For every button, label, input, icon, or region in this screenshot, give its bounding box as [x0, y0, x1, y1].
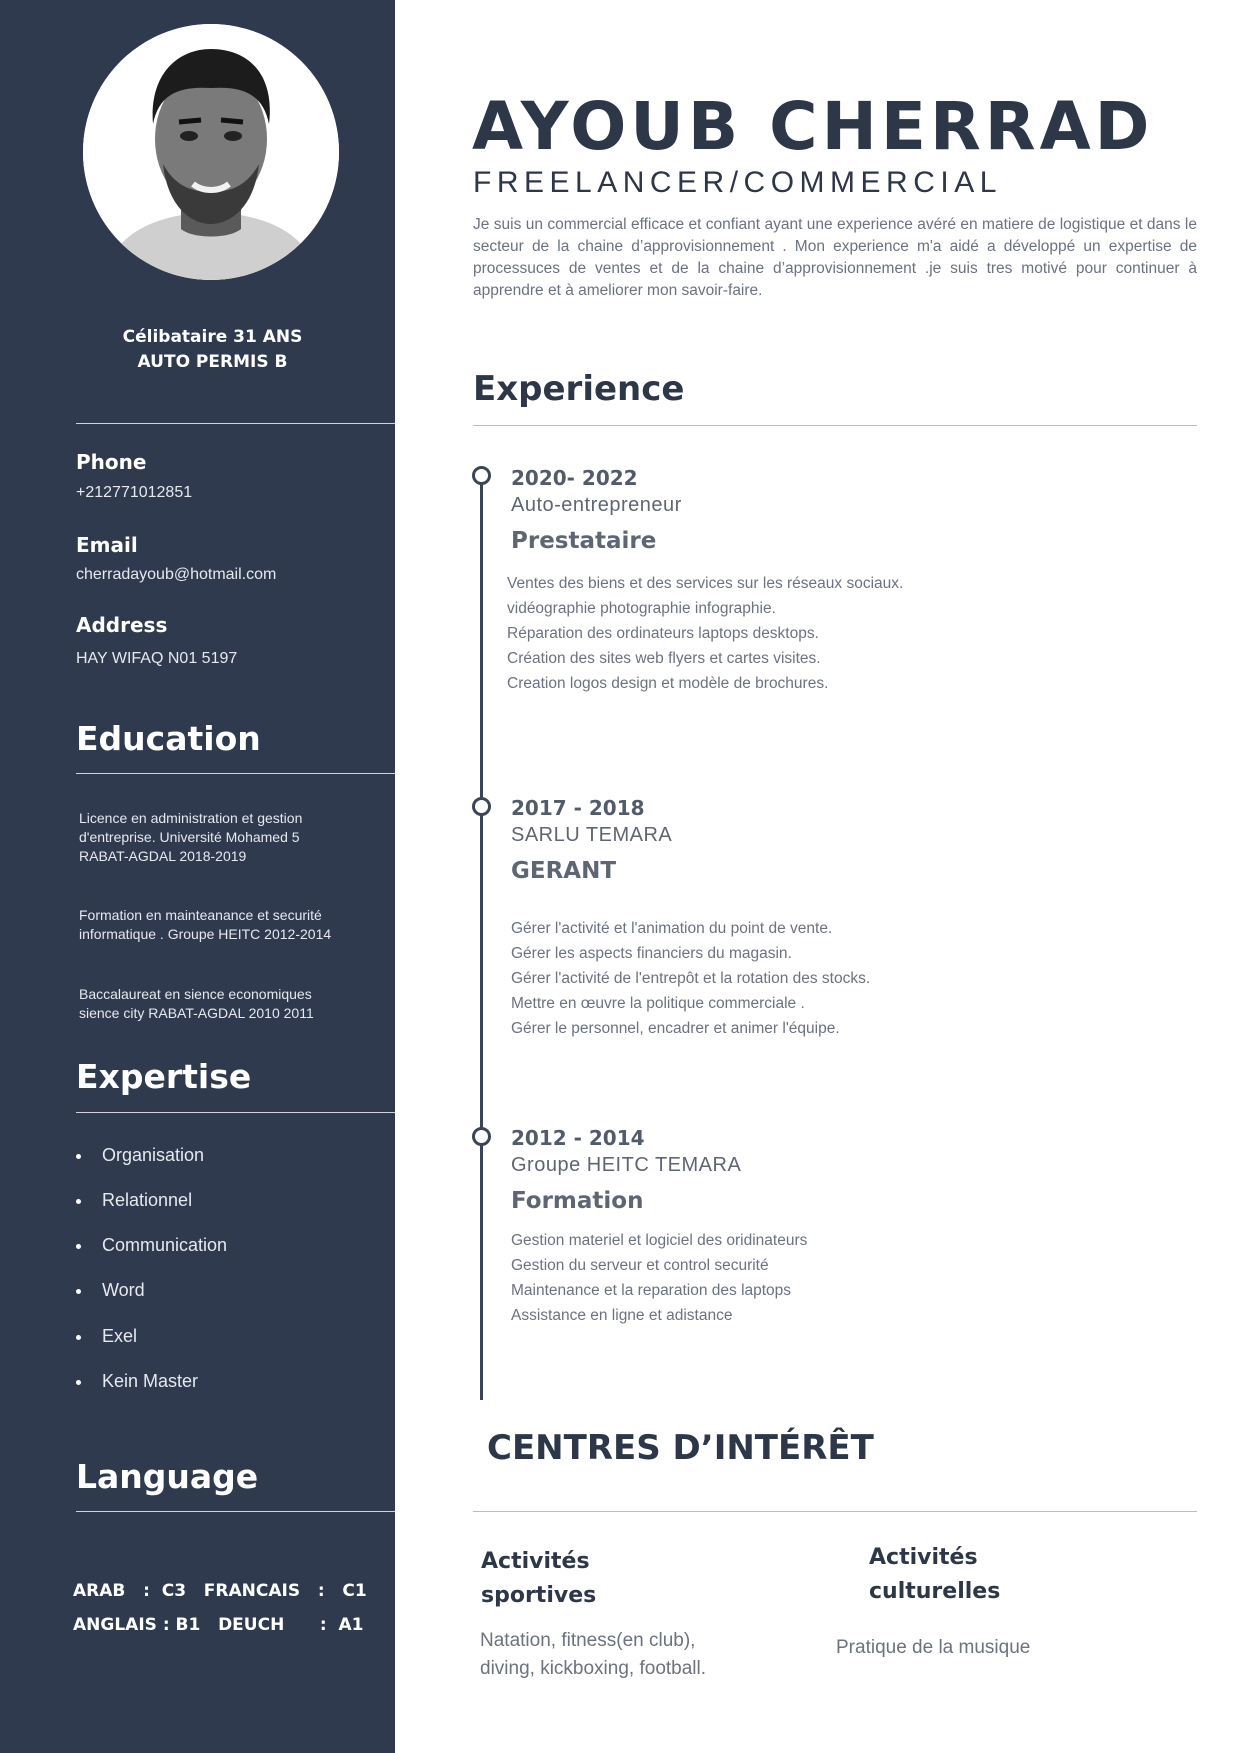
job-description	[507, 571, 903, 696]
education-line: Licence en administration et gestion	[79, 810, 303, 826]
list-item: Gérer l'activité et l'animation du point de vente.	[511, 920, 833, 937]
language-heading: Language	[76, 1457, 259, 1496]
interest-title-line: sportives	[481, 1583, 597, 1608]
sport-interests-text	[480, 1627, 706, 1683]
bullet-icon	[76, 1199, 81, 1204]
divider	[473, 1511, 1197, 1512]
education-line: d'entreprise. Université Mohamed 5	[79, 829, 300, 845]
interest-text-line: Natation, fitness(en club),	[480, 1630, 696, 1651]
education-item	[79, 906, 355, 944]
person-name: AYOUB CHERRAD	[472, 88, 1154, 165]
job-years: 2012 - 2014	[511, 1126, 645, 1150]
list-item	[76, 1371, 198, 1392]
interest-title-line: culturelles	[869, 1579, 1001, 1604]
job-organization: SARLU TEMARA	[511, 824, 673, 846]
list-item: Gérer l'activité de l'entrepôt et la rotation des stocks.	[511, 970, 871, 987]
timeline-node-icon	[472, 797, 491, 816]
education-line: RABAT-AGDAL 2018-2019	[79, 848, 247, 864]
skill-label: Kein Master	[102, 1371, 199, 1391]
education-heading: Education	[76, 719, 261, 758]
list-item: Gestion du serveur et control securité	[511, 1257, 769, 1274]
phone-label: Phone	[76, 450, 147, 474]
job-role: FREELANCER/COMMERCIAL	[473, 166, 1002, 199]
education-line: Baccalaureat en sience economiques	[79, 986, 312, 1002]
experience-heading: Experience	[473, 369, 685, 409]
language-line: ARAB : C3 FRANCAIS : C1	[73, 1581, 367, 1601]
address-value: HAY WIFAQ N01 5197	[76, 650, 238, 667]
bullet-icon	[76, 1380, 81, 1385]
job-title: Prestataire	[511, 528, 657, 554]
job-title: GERANT	[511, 858, 617, 884]
skill-label: Organisation	[102, 1145, 205, 1165]
list-item: Gestion materiel et logiciel des oridinateurs	[511, 1232, 808, 1249]
interest-title-line: Activités	[869, 1545, 978, 1570]
list-item	[76, 1280, 145, 1301]
avatar-icon	[83, 24, 339, 280]
about-paragraph: Je suis un commercial efficace et confiant ayant une experience avéré en matiere de logistique et dans le secteur de la chaine d’approvisionnement . Mon experience m'a aidé a développé un expertise de processuces de ventes et de la chaine d’approvisionnement .je suis tres motivé pour continuer à apprendre et à ameliorer mon savoir-faire.	[473, 216, 1197, 299]
culture-interests-title	[869, 1541, 1000, 1609]
list-item: Ventes des biens et des services sur les réseaux sociaux.	[507, 575, 904, 592]
license-line: AUTO PERMIS B	[137, 352, 288, 372]
list-item	[76, 1190, 192, 1211]
job-years: 2020- 2022	[511, 466, 638, 490]
divider	[76, 773, 395, 774]
culture-interests-text: Pratique de la musique	[836, 1637, 1031, 1658]
education-line: sience city RABAT-AGDAL 2010 2011	[79, 1005, 314, 1021]
job-description	[511, 916, 870, 1041]
divider	[76, 1112, 395, 1113]
language-line: ANGLAIS : B1 DEUCH : A1	[73, 1615, 364, 1635]
profile-photo	[83, 24, 339, 280]
education-line: Formation en mainteanance et securité	[79, 907, 322, 923]
interests-heading: CENTRES D’INTÉRÊT	[487, 1428, 874, 1468]
expertise-heading: Expertise	[76, 1057, 252, 1096]
job-organization: Groupe HEITC TEMARA	[511, 1154, 742, 1176]
list-item	[76, 1235, 227, 1256]
list-item: Creation logos design et modèle de brochures.	[507, 675, 829, 692]
status-line: Célibataire 31 ANS	[122, 327, 303, 347]
list-item: Réparation des ordinateurs laptops desktops.	[507, 625, 819, 642]
interest-text-line: diving, kickboxing, football.	[480, 1658, 707, 1679]
sport-interests-title	[481, 1545, 596, 1613]
skill-label: Word	[102, 1280, 145, 1300]
bullet-icon	[76, 1289, 81, 1294]
divider	[76, 423, 395, 424]
list-item: Assistance en ligne et adistance	[511, 1307, 733, 1324]
list-item	[76, 1145, 204, 1166]
timeline-node-icon	[472, 1127, 491, 1146]
skill-label: Exel	[102, 1326, 138, 1346]
phone-value[interactable]: +212771012851	[76, 484, 193, 501]
email-value[interactable]: cherradayoub@hotmail.com	[76, 566, 277, 583]
sidebar	[0, 0, 395, 1753]
education-item	[79, 985, 355, 1023]
list-item: Mettre en œuvre la politique commerciale .	[511, 995, 805, 1012]
email-label: Email	[76, 533, 138, 557]
bullet-icon	[76, 1154, 81, 1159]
job-title: Formation	[511, 1188, 644, 1214]
education-line: informatique . Groupe HEITC 2012-2014	[79, 926, 332, 942]
bullet-icon	[76, 1244, 81, 1249]
job-years: 2017 - 2018	[511, 796, 645, 820]
education-item	[79, 809, 355, 866]
list-item: Gérer le personnel, encadrer et animer l'équipe.	[511, 1020, 840, 1037]
timeline-node-icon	[472, 466, 491, 485]
skill-label: Communication	[102, 1235, 228, 1255]
list-item: Gérer les aspects financiers du magasin.	[511, 945, 792, 962]
bullet-icon	[76, 1335, 81, 1340]
interest-title-line: Activités	[481, 1549, 590, 1574]
list-item	[76, 1326, 137, 1347]
list-item: vidéographie photographie infographie.	[507, 600, 776, 617]
list-item: Création des sites web flyers et cartes visites.	[507, 650, 821, 667]
address-label: Address	[76, 613, 168, 637]
job-organization: Auto-entrepreneur	[511, 494, 682, 516]
divider	[76, 1511, 395, 1512]
timeline-line	[480, 475, 483, 1400]
divider	[473, 425, 1197, 426]
list-item: Maintenance et la reparation des laptops	[511, 1282, 792, 1299]
skill-label: Relationnel	[102, 1190, 193, 1210]
job-description	[511, 1228, 807, 1328]
